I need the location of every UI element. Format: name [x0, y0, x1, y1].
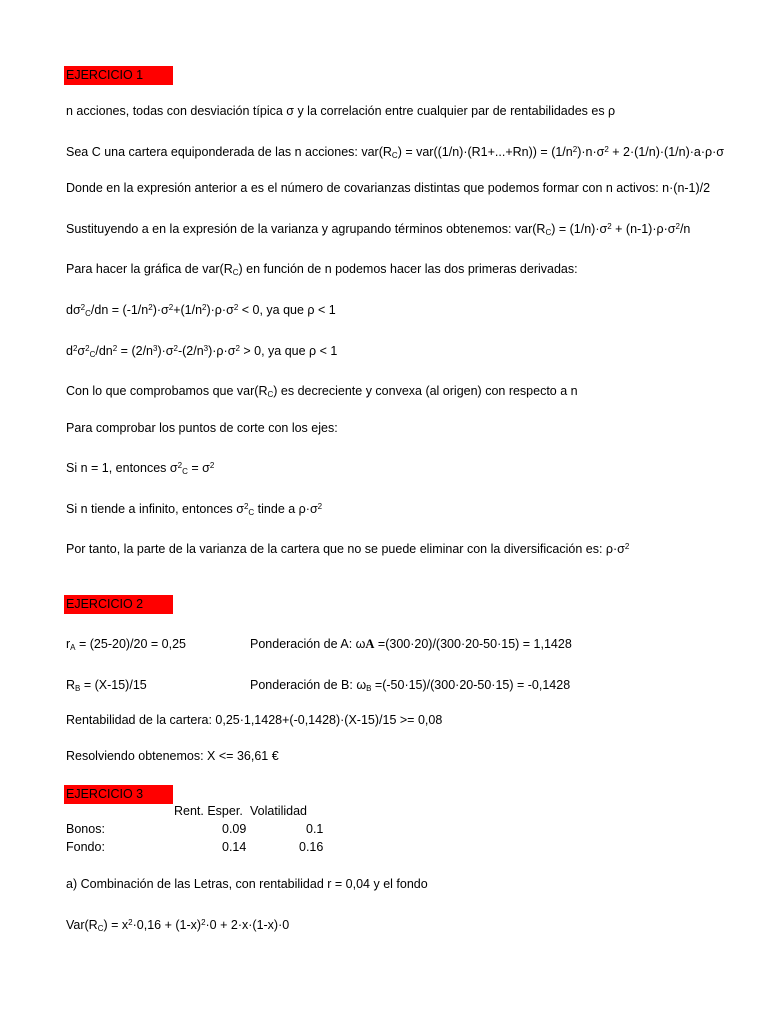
table-cell-vol: 0.1	[306, 822, 324, 836]
ej1-line-10: Si n = 1, entonces $\sigma^2_C = \sigma^2$	[66, 461, 215, 476]
table-header-rent: Rent. Esper.	[174, 804, 243, 818]
ej1-line-2: Sea C una cartera equiponderada de las n acciones: $var(R_C) = var((1/n)\cdot(R1+...+Rn)) = (1/n^2)\cdot n\cdot\sigma^2 + 2\cdot(1/n)\cdot(1/n)\cdot a\cdot\rho\cdot\sigma$	[66, 145, 725, 160]
ej1-line-8: Con lo que comprobamos que $var(R_C)$ es decreciente y convexa (al origen) con respecto a n	[66, 384, 578, 399]
table-header-vol: Volatilidad	[250, 804, 307, 818]
ej2-result: Resolviendo obtenemos: X <= 36,61 €	[66, 749, 279, 763]
ej2-weight-a: Ponderación de A: ωA =(300·20)/(300·20-50·15) = 1,1428	[250, 637, 572, 651]
ej2-portfolio-return: Rentabilidad de la cartera: 0,25·1,1428+(-0,1428)·(X-15)/15 >= 0,08	[66, 713, 443, 727]
table-cell-rent: 0.14	[222, 840, 247, 854]
ej3-variance: $Var(R_C) = x^2\cdot 0,16 + (1-x)^2\cdot 0 + 2\cdot x\cdot(1-x)\cdot 0$	[66, 918, 290, 933]
ej1-line-3: Donde en la expresión anterior a es el número de covarianzas distintas que podemos formar con n activos: n·(n-1)/2	[66, 181, 711, 195]
table-row-label: Fondo:	[66, 840, 105, 854]
table-row-label: Bonos:	[66, 822, 105, 836]
ej2-return-a: $r_A = (25-20)/20 = 0,25$	[66, 637, 187, 652]
ej1-line-4: Sustituyendo a en la expresión de la varianza y agrupando términos obtenemos: $var(R_C) = (1/n)\cdot\sigma^2 + (n-1)\cdot\rho\cdot\sigma^2/n$	[66, 222, 691, 237]
ej1-first-derivative: $d\sigma^2_C/dn = (-1/n^2)\cdot\sigma^2+(1/n^2)\cdot\rho\cdot\sigma^2 < 0$, ya que ρ < 1	[66, 303, 336, 318]
ej2-return-b: $R_B = (X-15)/15$	[66, 678, 147, 693]
ej2-weight-b: Ponderación de B: $\omega_B =(-50\cdot 15)/(300\cdot 20-50\cdot 15) = -0,1428$	[250, 678, 571, 693]
exercise-1-header: EJERCICIO 1	[64, 66, 173, 85]
ej1-second-derivative: $d^2\sigma^2_C/dn^2 = (2/n^3)\cdot\sigma^2-(2/n^3)\cdot\rho\cdot\sigma^2 > 0$, ya que ρ < 1	[66, 344, 338, 359]
table-cell-rent: 0.09	[222, 822, 247, 836]
exercise-3-header: EJERCICIO 3	[64, 785, 173, 804]
ej3-part-a: a) Combinación de las Letras, con rentabilidad r = 0,04 y el fondo	[66, 877, 428, 891]
ej1-line-1: n acciones, todas con desviación típica σ y la correlación entre cualquier par de rentabilidades es ρ	[66, 104, 616, 118]
ej1-line-11: Si n tiende a infinito, entonces $\sigma^2_C$ tinde a $\rho\cdot\sigma^2$	[66, 502, 323, 517]
ej1-line-12: Por tanto, la parte de la varianza de la cartera que no se puede eliminar con la diversificación es: $\rho\cdot\sigma^2$	[66, 542, 630, 556]
exercise-2-header: EJERCICIO 2	[64, 595, 173, 614]
ej1-line-5: Para hacer la gráfica de $var(R_C)$ en función de n podemos hacer las dos primeras derivadas:	[66, 262, 578, 277]
table-cell-vol: 0.16	[299, 840, 324, 854]
ej1-line-9: Para comprobar los puntos de corte con los ejes:	[66, 421, 338, 435]
